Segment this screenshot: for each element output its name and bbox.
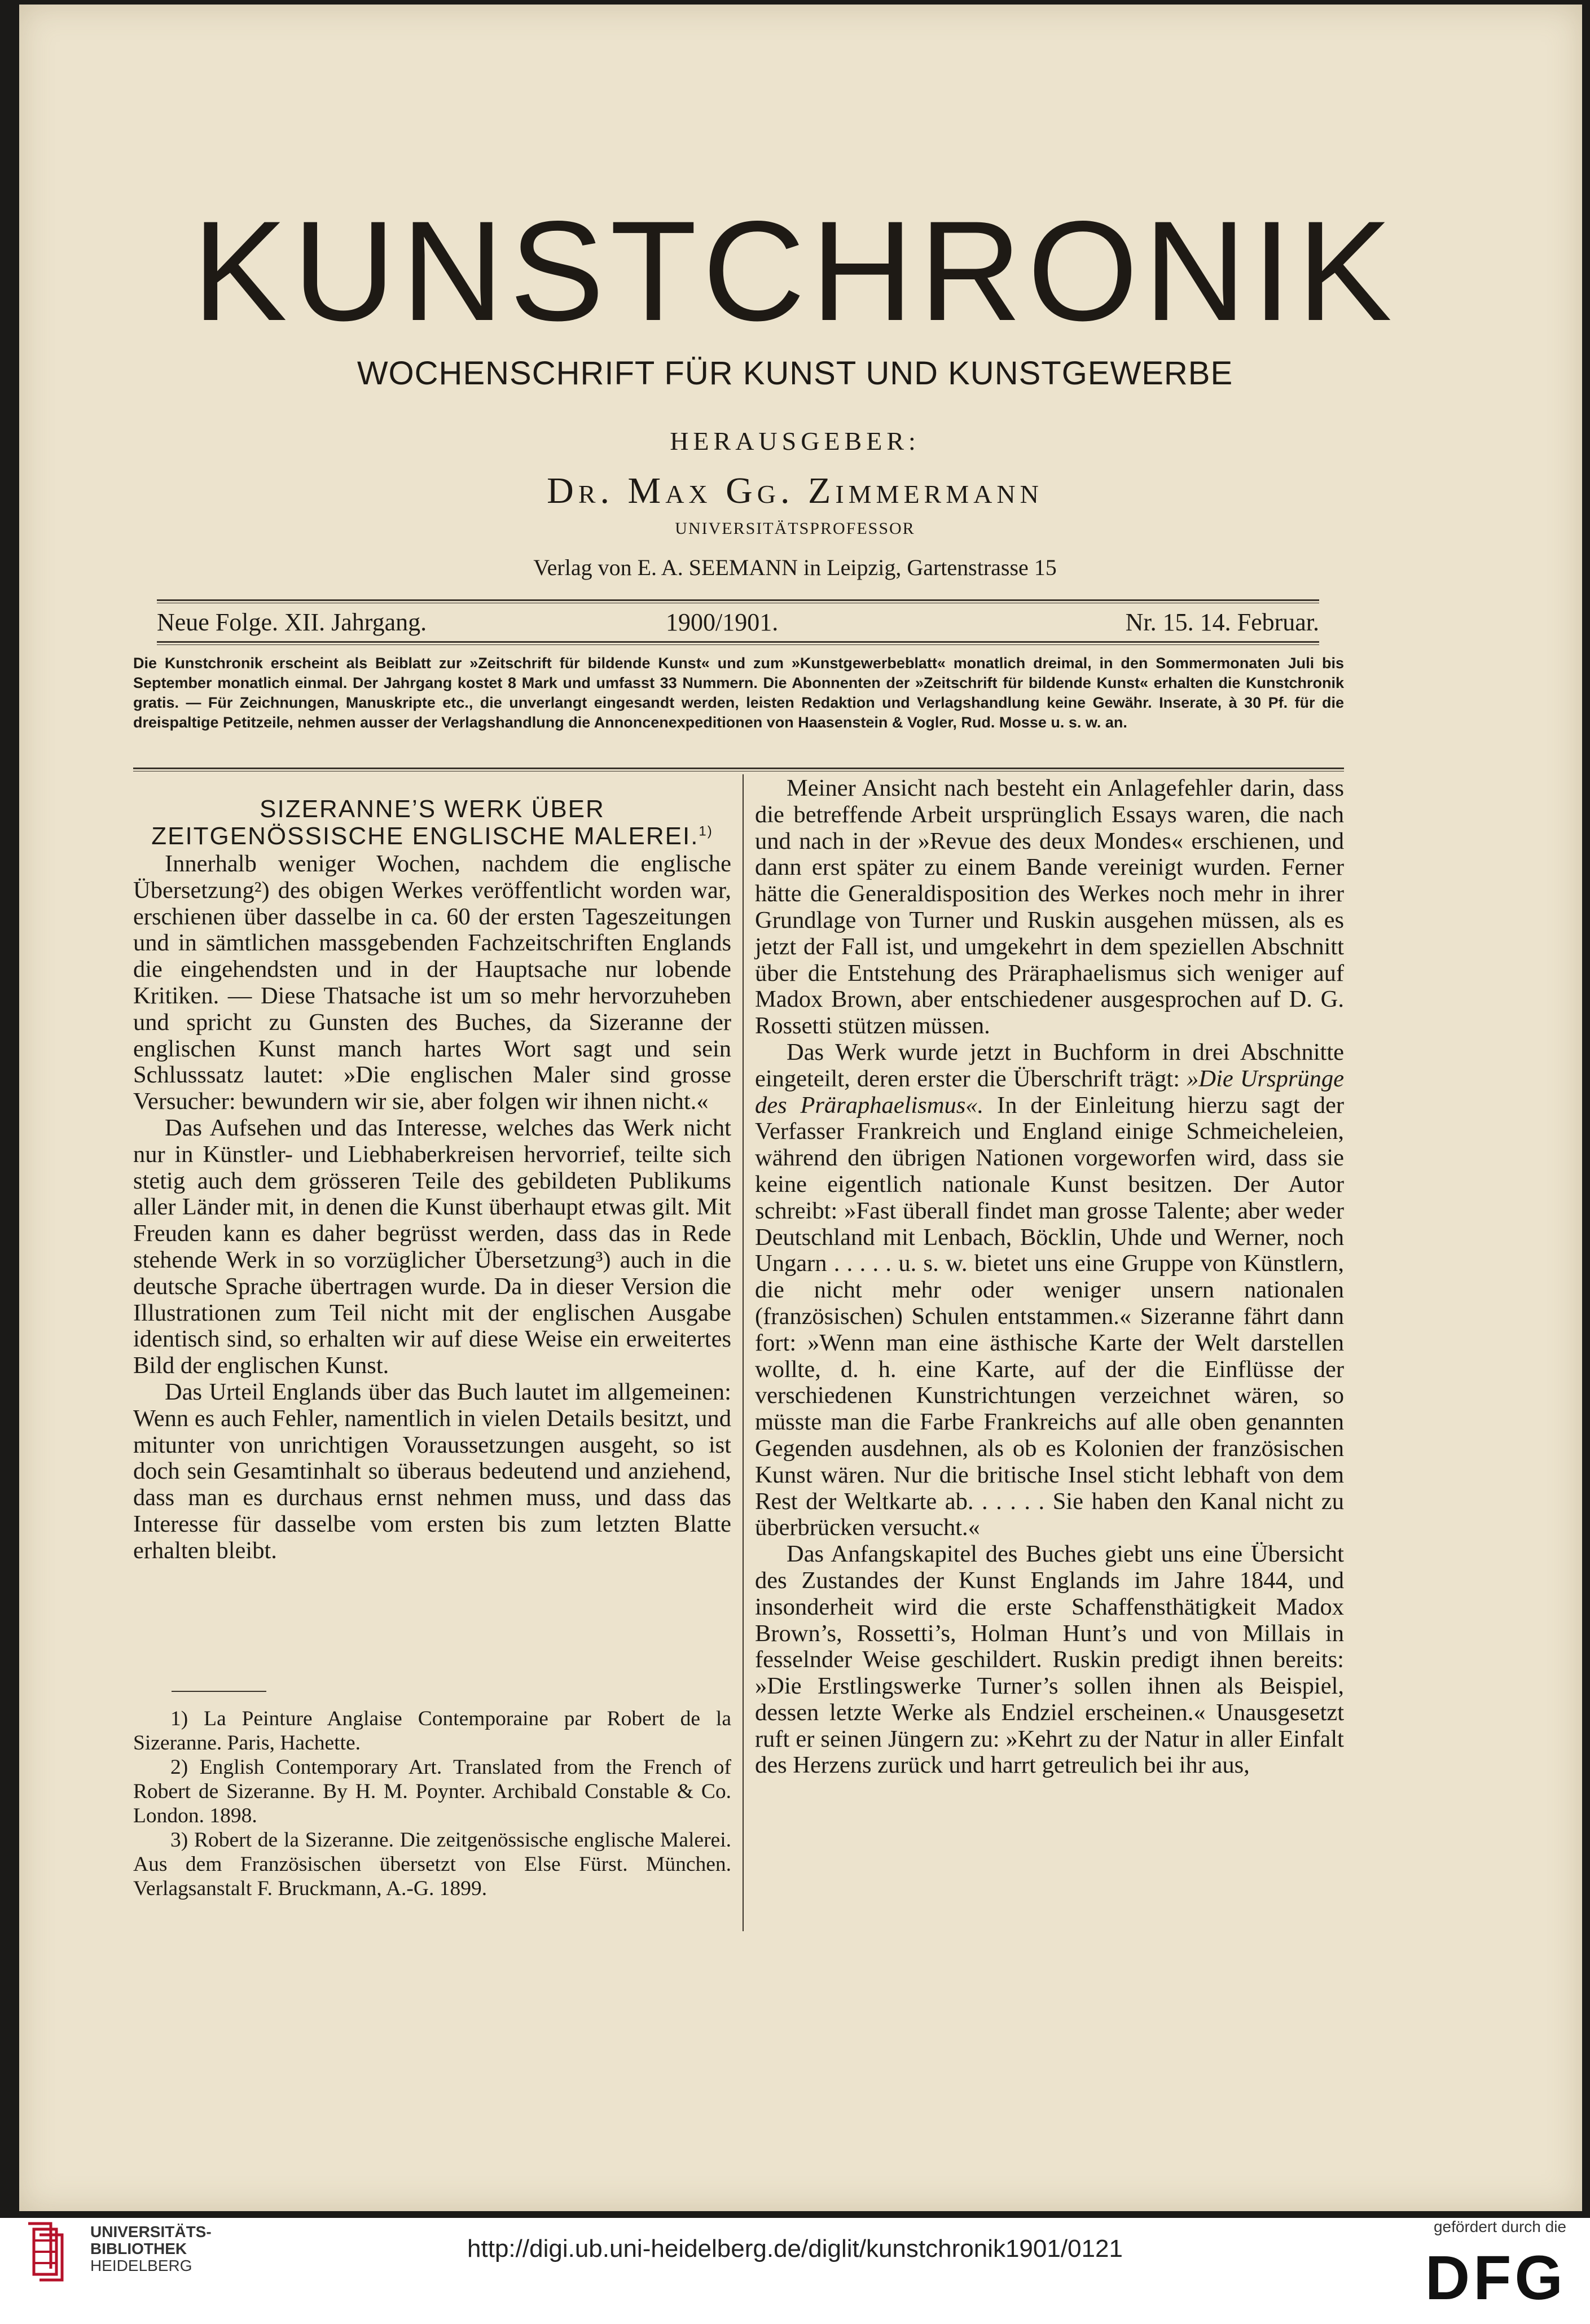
funding-caption: gefördert durch die [1433, 2218, 1566, 2235]
footnotes [133, 1707, 731, 1901]
footer-bar [0, 2218, 1590, 2324]
footnote: 1) La Peinture Anglaise Contemporaine par Robert de la Sizeranne. Paris, Hachette. [133, 1707, 731, 1755]
permalink-url[interactable]: http://digi.ub.uni-heidelberg.de/diglit/kunstchronik1901/0121 [467, 2235, 1123, 2262]
library-name-line: UNIVERSITÄTS- [90, 2223, 212, 2240]
article-paragraph: Das Anfangskapitel des Buches giebt uns eine Übersicht des Zustandes der Kunst Englands im Jahre 1844, und insonderheit wird die erste Schaffensthätigkeit Madox Brown’s, Rossetti’s, Holman Hunt’s und von Millais in fesselnder Weise geschildert. Ruskin predigt ihnen bereits: »Die Erstlingswerke Turner’s sollen ihnen als Beispiel, dessen letzte Werke als Endziel erscheinen.« Unausgesetzt ruft er seinen Jüngern zu: »Kehrt zu der Natur in aller Einfalt des Herzens zurück und harrt getreulich bei ihr aus, [755, 1541, 1344, 1779]
dfg-logo: DFG [1425, 2243, 1566, 2313]
article-paragraph: Das Aufsehen und das Interesse, welches das Werk nicht nur in Künstler- und Liebhaberkreisen hervorrief, teilte sich stetig auch dem grösseren Teile des gebildeten Publikums aller Länder mit, in denen die Kunst überhaupt etwas gilt. Mit Freuden kann es daher begrüsst werden, dass das in Rede stehende Werk in so vorzüglicher Übersetzung³) auch in die deutsche Sprache übertragen wurde. Da in dieser Version die Illustrationen zum Teil nicht mit der englischen Ausgabe identisch sind, so erhalten wir auf diese Weise ein erweitertes Bild der englischen Kunst. [133, 1114, 731, 1379]
issue-year: 1900/1901. [666, 608, 779, 636]
library-name-line: HEIDELBERG [90, 2257, 192, 2274]
article-title-footnote-ref: 1) [699, 823, 713, 839]
editor-title: UNIVERSITÄTSPROFESSOR [675, 519, 915, 538]
rule-top [157, 599, 1319, 601]
article-title [133, 796, 731, 850]
rule-notice-bottom [133, 768, 1344, 769]
column-divider [743, 774, 744, 1931]
issue-number-date: Nr. 15. 14. Februar. [1125, 608, 1319, 636]
column-right [755, 775, 1344, 1779]
footnote: 3) Robert de la Sizeranne. Die zeitgenössische englische Malerei. Aus dem Französischen übersetzt von Else Fürst. München. Verlagsanstalt F. Bruckmann, A.-G. 1899. [133, 1828, 731, 1900]
article-paragraph: Meiner Ansicht nach besteht ein Anlagefehler darin, dass die betreffende Arbeit ursprünglich Essays waren, die nach und nach in der »Revue des deux Mondes« erschienen, und dann erst später zu einem Bande vereinigt wurden. Ferner hätte die Generaldisposition des Werkes noch mehr in ihrer Grundlage von Turner und Ruskin ausgehen müssen, als es jetzt der Fall ist, und umgekehrt in dem speziellen Abschnitt über die Entstehung des Präraphaelismus sich weniger auf Madox Brown, aber entschiedener ausgesprochen auf D. G. Rossetti stützen müssen. [755, 775, 1344, 1040]
paragraph-text: Das Werk wurde jetzt in Buchform in drei Abschnitte eingeteilt, deren erster die Überschrift trägt: [755, 1038, 1344, 1092]
editor-label: HERAUSGEBER: [670, 427, 920, 455]
issue-series: Neue Folge. XII. Jahrgang. [157, 608, 427, 636]
article-paragraph: Innerhalb weniger Wochen, nachdem die englische Übersetzung²) des obigen Werkes veröffentlicht worden war, erschienen über dasselbe in ca. 60 der ersten Tageszeitungen und in sämtlichen massgebenden Fachzeitschriften Englands die eingehendsten und in der Hauptsache nur lobende Kritiken. — Diese Thatsache ist um so mehr hervorzuheben und spricht zu Gunsten des Buches, da Sizeranne der englischen Kunst manch hartes Wort sagt und sein Schlusssatz lautet: »Die englischen Maler sind grosse Versucher: bewundern wir sie, aber folgen wir ihnen nicht.« [133, 850, 731, 1115]
editor-name: Dr. Max Gg. Zimmermann [547, 470, 1043, 511]
publisher-line: Verlag von E. A. SEEMANN in Leipzig, Gartenstrasse 15 [533, 555, 1057, 580]
article-title-text: SIZERANNE’S WERK ÜBER ZEITGENÖSSISCHE ENGLISCHE MALEREI. [151, 795, 699, 850]
rule-issue-bottom [157, 641, 1319, 643]
subscription-notice: Die Kunstchronik erscheint als Beiblatt zur »Zeitschrift für bildende Kunst« und zum »Kunstgewerbeblatt« monatlich dreimal, in den Sommermonaten Juli bis September monatlich einmal. Der Jahrgang kostet 8 Mark und umfasst 33 Nummern. Die Abonnenten der »Zeitschrift für bildende Kunst« erhalten die Kunstchronik gratis. — Für Zeichnungen, Manuskripte etc., die unverlangt eingesandt werden, leisten Redaktion und Verlagshandlung keine Gewähr. Inserate, à 30 Pf. für die dreispaltige Petitzeile, nehmen ausser der Verlagshandlung die Annoncenexpeditionen von Haasenstein & Vogler, Rud. Mosse u. s. w. an. [133, 655, 1344, 731]
column-left [133, 851, 731, 1564]
masthead-subtitle: WOCHENSCHRIFT FÜR KUNST UND KUNSTGEWERBE [357, 355, 1233, 392]
rule-issue-bottom-thin [157, 644, 1319, 645]
library-name-line: BIBLIOTHEK [90, 2240, 187, 2257]
masthead-title: KUNSTCHRONIK [192, 192, 1398, 350]
footnote-rule [172, 1691, 266, 1692]
article-paragraph: Das Urteil Englands über das Buch lautet im allgemeinen: Wenn es auch Fehler, namentlich in vielen Details besitzt, und mitunter von unrichtigen Voraussetzungen ausgeht, so ist doch sein Gesamtinhalt so überaus bedeutend und anziehend, dass man es durchaus ernst nehmen muss, und dass das Interesse für dasselbe vom ersten bis zum letzten Blatte erhalten bleibt. [133, 1378, 731, 1564]
paragraph-text: In der Einleitung hierzu sagt der Verfasser Frankreich und England einige Schmeicheleien, während den übrigen Nationen vorgeworfen wird, dass sie keine eigentlich nationale Kunst besitzen. Der Autor schreibt: »Fast überall findet man grosse Talente; aber weder Deutschland mit Lenbach, Böcklin, Uhde und Werner, noch Ungarn . . . . . u. s. w. bietet uns eine Gruppe von Künstlern, die nicht mehr oder weniger unsern nationalen (französischen) Schulen entstammen.« Sizeranne fährt dann fort: »Wenn man eine ästhische Karte der Welt darstellen wollte, d. h. eine Karte, auf der die Einflüsse der verschiedenen Kunstrichtungen verzeichnet wären, so müsste man die Farbe Frankreichs auf alle oben genannten Gegenden ausdehnen, als ob es Kolonien der französischen Kunst wären. Nur die britische Insel sticht lebhaft von dem Rest der Weltkarte ab. . . . . . Sie haben den Kanal nicht zu überbrücken versucht.« [755, 1091, 1344, 1541]
article-paragraph [755, 1040, 1344, 1541]
footnote: 2) English Contemporary Art. Translated from the French of Robert de Sizeranne. By H. M. Poynter. Archibald Constable & Co. London. 1898. [133, 1756, 731, 1827]
book-section-title: »Die Ursprünge des Präraphaelismus«. [755, 1065, 1344, 1119]
